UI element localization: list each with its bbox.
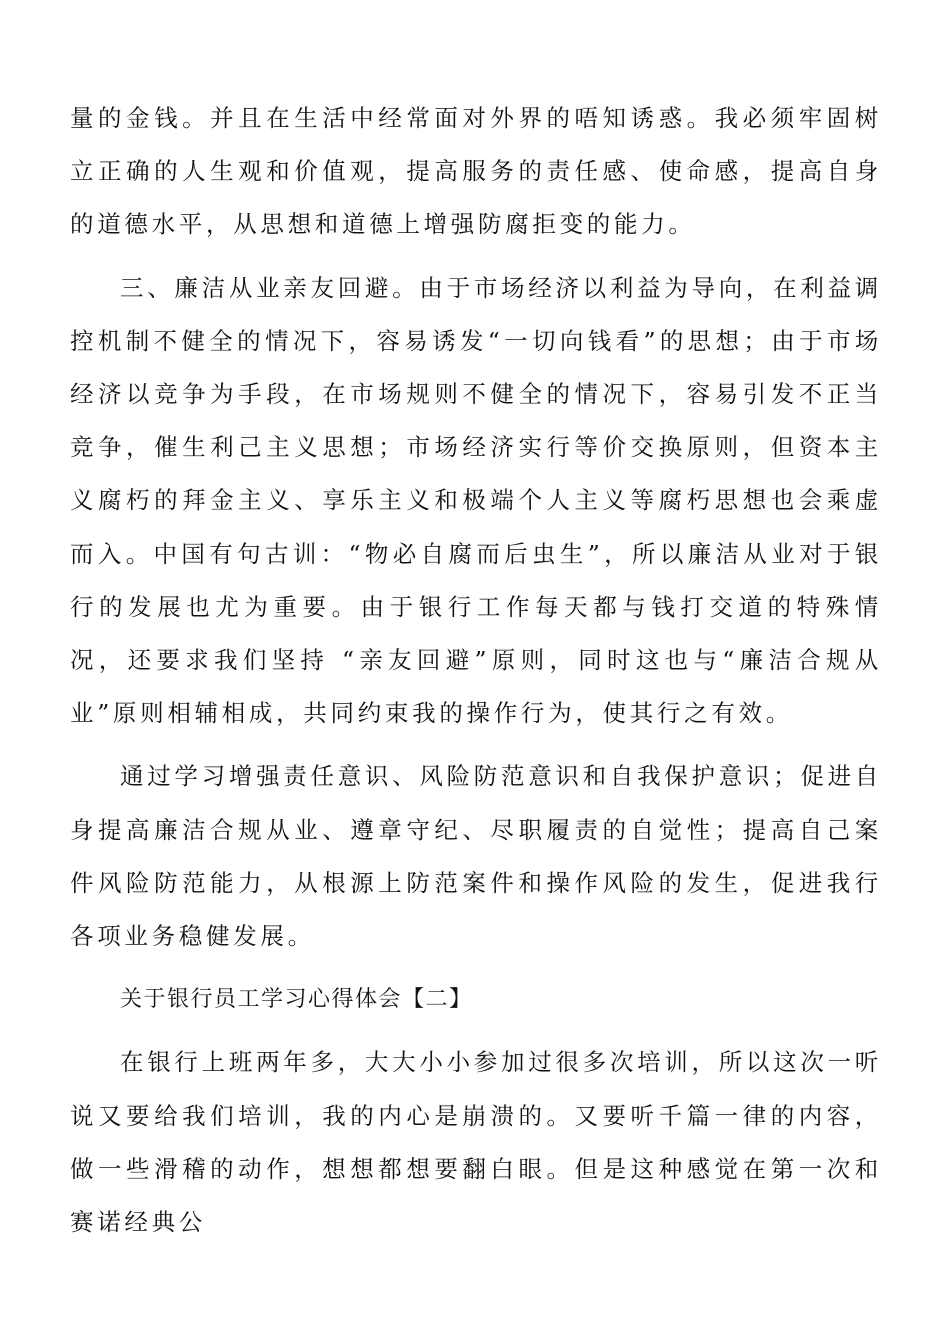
paragraph-spacing [70, 740, 882, 750]
paragraph-continuation: 量的金钱。并且在生活中经常面对外界的唔知诱惑。我必须牢固树立正确的人生观和价值观，提高服务的责任感、使命感，提高自身的道德水平，从思想和道德上增强防腐拒变的能力。 [70, 104, 882, 239]
paragraph-spacing [70, 252, 882, 262]
paragraph-spacing [70, 1026, 882, 1036]
paragraph-spacing [70, 963, 882, 973]
document-page [70, 92, 882, 1249]
paragraph-section-three: 三、廉洁从业亲友回避。由于市场经济以利益为导向，在利益调控机制不健全的情况下，容易诱发“一切向钱看”的思想；由于市场经济以竞争为手段，在市场规则不健全的情况下，容易引发不正当竞争，催生利己主义思想；市场经济实行等价交换原则，但资本主义腐朽的拜金主义、享乐主义和极端个人主义等腐朽思想也会乘虚而入。中国有句古训：“物必自腐而后虫生”，所以廉洁从业对于银行的发展也尤为重要。由于银行工作每天都与钱打交道的特殊情况，还要求我们坚持 “亲友回避”原则，同时这也与“廉洁合规从业”原则相辅相成，共同约束我的操作行为，使其行之有效。 [70, 273, 882, 728]
paragraph-study-summary: 通过学习增强责任意识、风险防范意识和自我保护意识；促进自身提高廉洁合规从业、遵章守纪、尽职履责的自觉性；提高自己案件风险防范能力，从根源上防范案件和操作风险的发生，促进我行各项业务稳健发展。 [70, 762, 882, 951]
section-heading: 关于银行员工学习心得体会【二】 [120, 987, 473, 1013]
paragraph-part-two-intro: 在银行上班两年多，大大小小参加过很多次培训，所以这次一听说又要给我们培训，我的内心是崩溃的。又要听千篇一律的内容，做一些滑稽的动作，想想都想要翻白眼。但是这种感觉在第一次和赛诺经典公 [70, 1048, 882, 1237]
